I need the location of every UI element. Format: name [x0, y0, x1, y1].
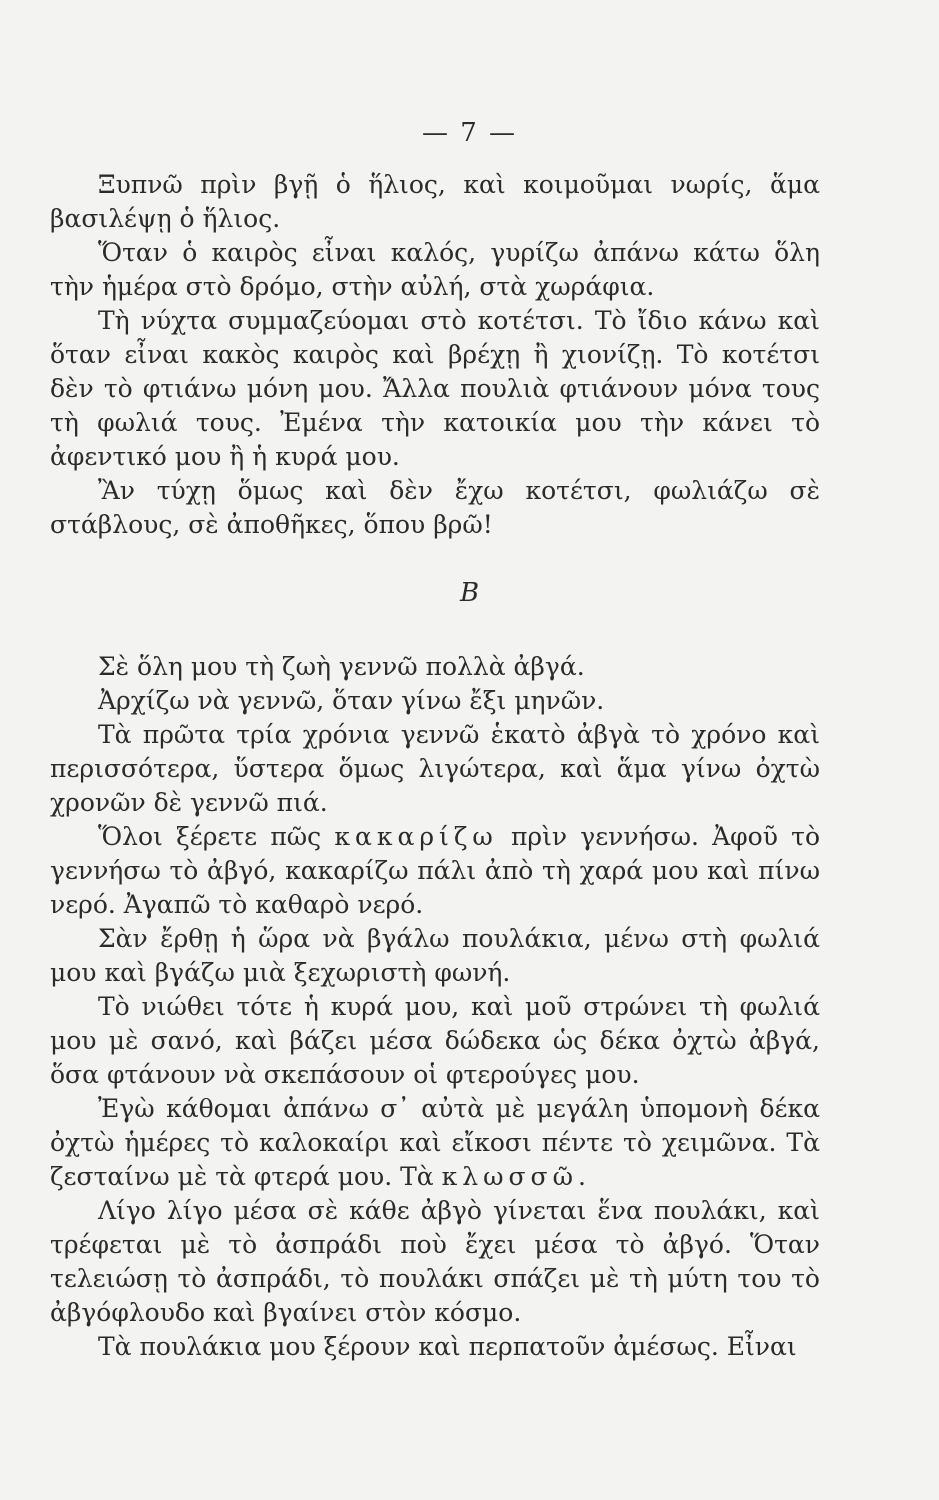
paragraph: Σὲ ὅλη μου τὴ ζωὴ γεννῶ πολλὰ ἀβγά.	[98, 652, 585, 681]
paragraph	[50, 820, 820, 922]
paragraph: Ὅταν ὁ καιρὸς εἶναι καλός, γυρίζω ἀπάνω κάτω ὅλη τὴν ἡμέρα στὸ δρόμο, στὴν αὐλή, στὰ χωράφια.	[50, 238, 820, 301]
paragraph: Τὰ πρῶτα τρία χρόνια γεννῶ ἑκατὸ ἀβγὰ τὸ χρόνο καὶ περισσότερα, ὕστερα ὅμως λιγώτερα, καὶ ἅμα γίνω ὀχτὼ χρονῶν δὲ γεννῶ πιά.	[50, 720, 820, 817]
section-1-text	[50, 168, 820, 542]
paragraph: Τὸ νιώθει τότε ἡ κυρά μου, καὶ μοῦ στρώνει τὴ φωλιά μου μὲ σανό, καὶ βάζει μέσα δώδεκα ὡς δέκα ὀχτὼ ἀβγά, ὅσα φτάνουν νὰ σκεπάσουν οἱ φτερούγες μου.	[50, 992, 820, 1089]
text-run: Ἐγὼ κάθομαι ἀπάνω σ᾿ αὐτὰ μὲ μεγάλη ὑπομονὴ δέκα ὀχτὼ ἡμέρες τὸ καλοκαίρι καὶ εἴκοσι πέντε τὸ χειμῶνα. Τὰ ζεσταίνω μὲ τὰ φτερά μου. Τὰ	[50, 1094, 820, 1191]
emphasized-word: κλωσσῶ	[441, 1162, 578, 1191]
paragraph: Τὴ νύχτα συμμαζεύομαι στὸ κοτέτσι. Τὸ ἴδιο κάνω καὶ ὅταν εἶναι κακὸς καιρὸς καὶ βρέχῃ ἢ χιονίζῃ. Τὸ κοτέτσι δὲν τὸ φτιάνω μόνη μου. Ἄλλα πουλιὰ φτιάνουν μόνα τους τὴ φωλιά τους. Ἐμένα τὴν κατοικία μου τὴν κάνει τὸ ἀφεντικό μου ἢ ἡ κυρά μου.	[50, 306, 820, 471]
paragraph	[50, 1092, 820, 1194]
paragraph: Ξυπνῶ πρὶν βγῇ ὁ ἥλιος, καὶ κοιμοῦμαι νωρίς, ἅμα βασιλέψῃ ὁ ἥλιος.	[50, 170, 820, 233]
emphasized-word: κακαρίζω	[334, 822, 498, 851]
section-2-text	[50, 650, 820, 1364]
paragraph: Λίγο λίγο μέσα σὲ κάθε ἀβγὸ γίνεται ἕνα πουλάκι, καὶ τρέφεται μὲ τὸ ἀσπράδι ποὺ ἔχει μέσα τὸ ἀβγό. Ὅταν τελειώσῃ τὸ ἀσπράδι, τὸ πουλάκι σπάζει μὲ τὴ μύτη του τὸ ἀβγόφλουδο καὶ βγαίνει στὸν κόσμο.	[50, 1196, 820, 1327]
paragraph: Ἂν τύχῃ ὅμως καὶ δὲν ἔχω κοτέτσι, φωλιάζω σὲ στάβλους, σὲ ἀποθῆκες, ὅπου βρῶ!	[50, 476, 820, 539]
text-run: πρὶν γεννήσω. Ἀφοῦ τὸ γεννήσω τὸ ἀβγό, κακαρίζω πάλι ἀπὸ τὴ χαρά μου καὶ πίνω νερό. Ἀγαπῶ τὸ καθαρὸ νερό.	[50, 822, 820, 919]
text-run: .	[577, 1162, 586, 1191]
paragraph: Σὰν ἔρθῃ ἡ ὥρα νὰ βγάλω πουλάκια, μένω στὴ φωλιά μου καὶ βγάζω μιὰ ξεχωριστὴ φωνή.	[50, 924, 820, 987]
paragraph: Ἀρχίζω νὰ γεννῶ, ὅταν γίνω ἔξι μηνῶν.	[98, 686, 605, 715]
page-number: — 7 —	[421, 118, 518, 148]
text-run: Ὅλοι ξέρετε πῶς	[98, 822, 335, 851]
paragraph: Τὰ πουλάκια μου ξέρουν καὶ περπατοῦν ἀμέσως. Εἶναι	[98, 1332, 797, 1361]
section-heading: Β	[459, 578, 480, 608]
